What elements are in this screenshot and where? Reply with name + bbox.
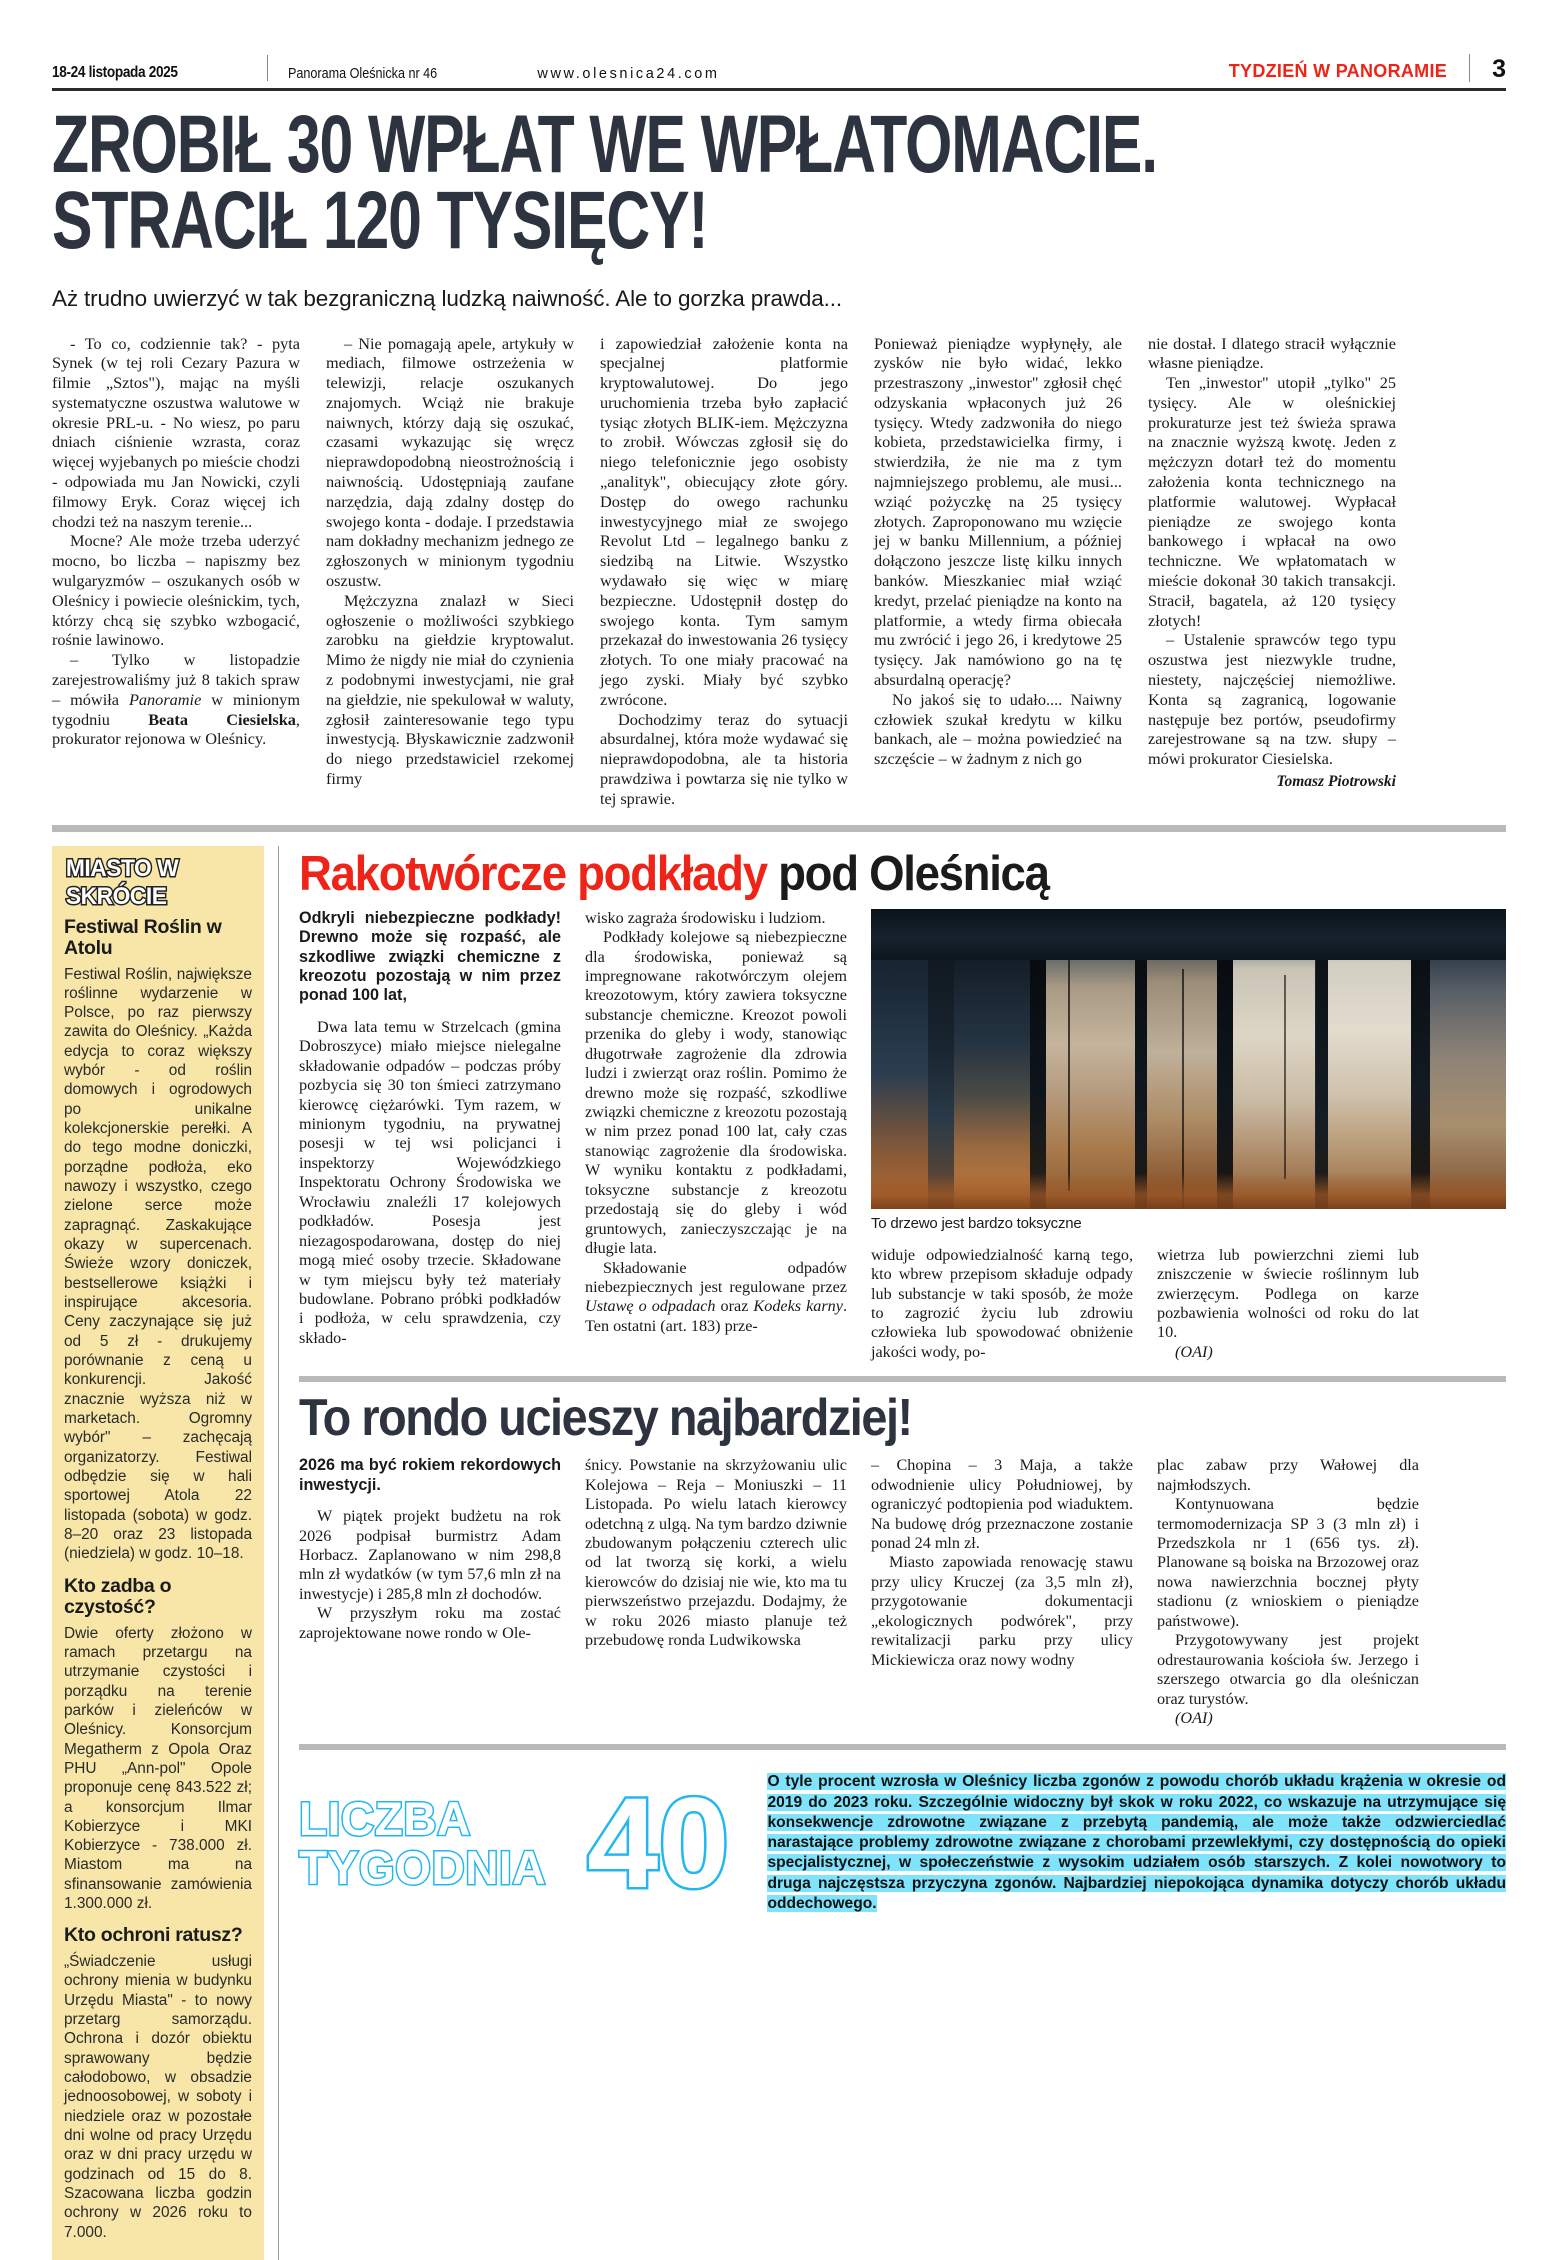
lead-subhead: Aż trudno uwierzyć w tak bezgraniczną ludzką naiwność. Ale to gorzka prawda... xyxy=(52,285,842,311)
section-divider-rule xyxy=(299,1376,1506,1382)
paragraph: - To co, codziennie tak? - pyta Synek (w tej roli Cezary Pazura w filmie „Sztos"), mając na myśli systematyczne oszustwa walutowe w okresie PRL-u. - No wiesz, po paru dniach ciśnienie wzrasta, coraz więcej wyjebanych po mieście chodzi - odpowiada mu Jan Nowicki, czyli filmowy Eryk. Coraz więcej ich chodzi też na naszym terenie... xyxy=(52,333,300,531)
paragraph: Miasto zapowiada renowację stawu przy ulicy Kruczej (za 3,5 mln zł), przygotowanie dokumentacji „ekologicznych podwórek", przy rewitalizacji parku przy ulicy Mickiewicza oraz nowy wodny xyxy=(871,1553,1133,1669)
rondo-column-4 xyxy=(1157,1456,1419,1728)
paragraph: plac zabaw przy Wałowej dla najmłodszych. xyxy=(1157,1456,1419,1494)
creosote-sleepers-photo-wrap xyxy=(871,909,1506,1232)
masthead xyxy=(52,0,1506,82)
main-content-zone xyxy=(278,846,1506,2260)
text-run: oraz xyxy=(715,1297,754,1316)
paragraph: Mężczyzna znalazł w Sieci ogłoszenie o możliwości szybkiego zarobku na giełdzie kryptowalut. Mimo że nigdy nie miał do czynienia z podobnymi inwestycjami, nie grał na giełdzie, nie spekulował w waluty, zgłosił zainteresowanie tego typu inwestycją. Błyskawicznie zadzwonił do niego przedstawiciel rzekomej firmy xyxy=(326,590,574,789)
text-run: . Ten ostatni (art. 183) prze- xyxy=(585,1297,847,1335)
paragraph: Ponieważ pieniądze wypłynęły, ale zysków nie było widać, lekko przestraszony „inwestor" zgłosił chęć odzyskania wpłaconych już 26 tysięcy. Wtedy zadzwoniła do niego kobieta, przedstawicielka firmy, i stwierdziła, że nie ma z tym najmniejszego problemu, ale musi... wziąć pożyczkę na 25 tysięcy złotych. Zaproponowano mu wzięcie jej w banku Millennium, a później dołączono jeszcze listę kilku innych banków. Mieszkaniec miał wziąć kredyt, przelać pieniądze na konto na platformie, a wtedy firma obiecała mu zwrócić i jego 26, i kredytowe 25 tysięcy. Jak namówiono go na tę absurdalną operację? xyxy=(874,333,1122,690)
masthead-paper-name: Panorama Oleśnicka nr 46 xyxy=(287,65,437,82)
rakotworcze-column-3 xyxy=(871,1246,1133,1363)
sidebar-item-title[interactable]: Kto zadba o czystość? xyxy=(64,1574,172,1619)
paragraph: W przyszłym roku ma zostać zaprojektowane nowe rondo w Ole- xyxy=(299,1604,561,1642)
rondo-column-3 xyxy=(871,1456,1133,1728)
rondo-headline[interactable]: To rondo ucieszy najbardziej! xyxy=(299,1389,912,1448)
paragraph: – Nie pomagają apele, artykuły w mediach, filmowe ostrzeżenia w telewizji, relacje oszukanych znajomych. Wciąż nie brakuje naiwnych, którzy dają się oszukać, czasami wykazując się wręcz nieprawdopodobną nieostrożnością i naiwnością. Udostępniają zaufane narzędzia, dają zdalny dostęp do swojego konta - dodaje. I przedstawia nam dokładny mechanizm jednego ze zgłoszonych w minionym tygodniu oszustw. xyxy=(326,333,574,591)
rakotworcze-headline-black: pod Oleśnicą xyxy=(766,846,1049,901)
lead-headline-line-2: STRACIŁ 120 TYSIĘCY! xyxy=(52,175,708,267)
liczba-tygodnia-number: 40 xyxy=(587,1771,730,1915)
lead-column-1 xyxy=(52,334,300,809)
paragraph: śnicy. Powstanie na skrzyżowaniu ulic Kolejowa – Reja – Moniuszki – 11 Listopada. Po wielu latach kierowcy odetchną z ulgą. Na tym bardzo dziwnie zbudowanym połączeniu czterech ulic od lat tworzą się korki, a wielu kierowców do dzisiaj nie wie, kto ma tu pierwszeństwo przejazdu. Dodajmy, że w roku 2026 miasto planuje też przebudowę ronda Ludwikowska xyxy=(585,1456,847,1650)
sidebar-rail xyxy=(52,846,264,2260)
rakotworcze-column-2 xyxy=(585,909,847,1363)
lower-body-grid xyxy=(52,846,1506,2260)
paragraph: – Chopina – 3 Maja, a także odwodnienie ulicy Południowej, by ograniczyć podtopienia pod wiaduktem. Na budowę dróg przeznaczone zostanie ponad 24 mln zł. xyxy=(871,1456,1133,1552)
lead-headline-line-1: ZROBIŁ 30 WPŁAT WE WPŁATOMACIE. xyxy=(52,99,1157,190)
paragraph: – Ustalenie sprawców tego typu oszustwa jest niezwykle trudne, niestety, najczęściej niemożliwe. Konta są zagranicą, logowanie następuje bez portów, pseudofirmy zarejestrowane są na tzw. słupy – mówi prokurator Ciesielska. xyxy=(1148,630,1396,769)
sidebar-item-title[interactable]: Kto ochroni ratusz? xyxy=(64,1924,243,1947)
article-credit: (OAI) xyxy=(1175,1708,1213,1727)
paragraph: widuje odpowiedzialność karną tego, kto wbrew przepisom składuje odpady lub substancje w taki sposób, że może to zagrozić życiu lub zdrowiu człowieka lub spowodować obniżenie jakości wody, po- xyxy=(871,1245,1133,1361)
rakotworcze-photo-and-columns xyxy=(871,909,1506,1363)
liczba-tygodnia-block xyxy=(299,1772,1506,1914)
paragraph xyxy=(585,1259,847,1337)
sidebar-item-title[interactable]: Festiwal Roślin w Atolu xyxy=(64,915,222,960)
rakotworcze-lower-columns xyxy=(871,1246,1506,1363)
masthead-rule xyxy=(52,88,1506,91)
rakotworcze-columns xyxy=(299,909,1506,1363)
paragraph: wisko zagraża środowisku i ludziom. xyxy=(585,908,826,927)
photo-caption: To drzewo jest bardzo toksyczne xyxy=(871,1214,1082,1232)
sidebar-header: MIASTO W SKRÓCIE xyxy=(65,854,179,910)
paragraph: Ten „inwestor" utopił „tylko" 25 tysięcy. Ale w oleśnickiej prokuraturze jest też świeża sprawa na znacznie wyższą kwotę. Jeden z mężczyzn dotarł też do momentu założenia konta technicznego na platformie walutowej. Wypłacał pieniądze ze swojego konta bankowego i wpłacał na owo techniczne. We wpłatomatach w mieście dokonał 30 takich transakcji. Stracił, bagatela, aż 120 tysięcy złotych! xyxy=(1148,373,1396,630)
paragraph: Przygotowywany jest projekt odrestaurowania kościoła św. Jerzego i szerszego otwarcia go dla oleśniczan oraz turystów. xyxy=(1157,1631,1419,1708)
article-credit: (OAI) xyxy=(1175,1342,1213,1361)
text-run-italic: Panoramie xyxy=(128,689,202,709)
lead-column-5 xyxy=(1148,334,1396,809)
rakotworcze-column-1 xyxy=(299,909,561,1363)
paragraph: W piątek projekt budżetu na rok 2026 podpisał burmistrz Adam Horbacz. Zaplanowano w nim 298,8 mln zł wydatków (w tym 57,6 mln zł na inwestycje) i 285,8 mln zł dochodów. xyxy=(299,1507,561,1603)
text-run: w minionym tygodniu xyxy=(52,689,300,729)
text-run: Składowanie odpadów niebezpiecznych jest regulowane przez xyxy=(585,1258,847,1296)
rakotworcze-headline[interactable] xyxy=(299,846,1422,901)
paragraph: Dwa lata temu w Strzelcach (gmina Dobroszyce) miało miejsce nielegalne składowanie odpadów – podczas próby pozbycia się 30 ton śmieci zatrzymano kierowcę ciężarówki. Tym razem, w minionym tygodniu, na prywatnej posesji w tej wsi policjanci i inspektorzy Wojewódzkiego Inspektoratu Ochrony Środowiska we Wrocławiu znaleźli 17 kolejowych podkładów. Posesja jest niezagospodarowana, dostęp do niej mogą mieć osoby trzecie. Składowane w tym miejscu były też materiały budowlane. Pobrano próbki podkładów i podłoża, w celu sprawdzenia, czy składo- xyxy=(299,1017,561,1347)
paragraph: nie dostał. I dlatego stracił wyłącznie własne pieniądze. xyxy=(1148,333,1396,373)
photo-crack xyxy=(1068,960,1070,1191)
paragraph: Kontynuowana będzie termomodernizacja SP 3 (3 mln zł) i Przedszkola nr 1 (656 tys. zł). Planowane są boiska na Brzozowej oraz nowa nawierzchnia bocznej płyty stadionu (z wnioskiem o pieniądze państwowe). xyxy=(1157,1495,1419,1630)
liczba-tygodnia-label-line-1: LICZBA xyxy=(299,1791,471,1845)
photo-crack xyxy=(1284,975,1286,1179)
paragraph: No jakoś się to udało.... Naiwny człowiek szukał kredytu w kilku bankach, ale – można powiedzieć na szczęście – w żadnym z nich go xyxy=(874,689,1122,769)
byline: Tomasz Piotrowski xyxy=(1276,773,1396,791)
masthead-divider-2 xyxy=(1469,54,1470,82)
lede-paragraph: 2026 ma być rokiem rekordowych inwestycji. xyxy=(299,1456,561,1494)
masthead-website-url[interactable]: www.olesnica24.com xyxy=(537,66,720,82)
text-run-italic: Ustawę o odpadach xyxy=(585,1297,716,1316)
sidebar-item-text: Dwie oferty złożono w ramach przetargu na utrzymanie czystości i porządku na terenie parków i zieleńców w Oleśnicy. Konsorcjum Megatherm z Opola Oraz PHU „Ann-pol" Opole proponuje cenę 843.522 zł; a konsorcjum Ilmar Kobierzyce i MKI Kobierzyce - 738.000 zł. Miastom ma na sfinansowanie zamówienia 1.300.000 zł. xyxy=(64,1624,252,1913)
text-run: – Tylko w listopadzie zarejestrowaliśmy już 8 takich spraw – mówiła xyxy=(52,650,300,709)
rondo-columns xyxy=(299,1456,1506,1728)
liczba-tygodnia-label-line-2: TYGODNIA xyxy=(299,1841,547,1895)
text-run: , prokurator rejonowa w Oleśnicy. xyxy=(52,709,300,749)
lead-column-2 xyxy=(326,334,574,809)
liczba-tygodnia-text-wrap xyxy=(767,1772,1506,1914)
masthead-divider-1 xyxy=(267,55,268,81)
paragraph: Mocne? Ale może trzeba uderzyć mocno, bo liczba – napiszmy bez wulgaryzmów – oszukanych osób w Oleśnicy i powiecie oleśnickim, tych, którzy chcą się szybko wzbogacić, rośnie lawinowo. xyxy=(52,531,300,650)
sidebar-item-text: Festiwal Roślin, największe roślinne wydarzenie w Polsce, po raz pierwszy zawita do Oleśnicy. „Każda edycja to coraz większy wybór - od roślin domowych i ogrodowych po unikalne kolekcjonerskie perełki. A do tego modne doniczki, porządne podłoża, eko nawozy i wszystko, czego zielone serce może zapragnąć. Zaskakujące okazy w supercenach. Świeże wzory doniczek, bestsellerowe książki i inspirujące akcesoria. Ceny zaczynające się już od 5 zł - drukujemy porównanie z ceną u konkurencji. Jakość znacznie wyższa niż w marketach. Ogromny wybór" – zachęcają organizatorzy. Festiwal odbędzie się w hali sportowej Atola 22 listopada (sobota) w godz. 8–20 oraz 23 listopada (niedziela) w godz. 10–18. xyxy=(64,965,252,1563)
lead-column-4 xyxy=(874,334,1122,809)
photo-rust-band xyxy=(871,1173,1506,1209)
section-divider-rule xyxy=(52,825,1506,832)
lead-headline xyxy=(52,99,1157,267)
masthead-section-label: TYDZIEŃ W PANORAMIE xyxy=(1228,61,1448,81)
highlighted-text: O tyle procent wzrosła w Oleśnicy liczba zgonów z powodu chorób układu krążenia w okresie od 2019 do 2023 roku. Szczególnie widoczny był skok w roku 2022, co wskazuje na utrzymujące się konsekwencje zdrowotne związane z przebytą pandemią, ale może także odzwierciedlać narastające problemy zdrowotne związane z chorobami przewlekłymi, czy dostępnością do opieki specjalistycznej, w społeczeństwie z wysokim udziałem osób starszych. Z kolei nowotwory to druga najczęstsza przyczyna zgonów. Najbardziej niepokojąca dynamika dotyczy chorób układu oddechowego. xyxy=(767,1773,1506,1912)
text-run-bold: Beata Ciesielska xyxy=(148,709,296,729)
lead-story-columns xyxy=(52,334,1506,809)
page-number: 3 xyxy=(1492,55,1506,84)
photo-top-beam xyxy=(871,909,1506,960)
rakotworcze-headline-red: Rakotwórcze podkłady xyxy=(299,846,767,901)
rondo-column-2 xyxy=(585,1456,847,1728)
paragraph: Dochodzimy teraz do sytuacji absurdalnej, która może wydawać się nieprawdopodobna, ale ta historia prawdziwa i powtarza się nie tylko w tej sprawie. xyxy=(600,709,848,808)
paragraph xyxy=(52,650,300,749)
lead-column-3 xyxy=(600,334,848,809)
liczba-tygodnia-label xyxy=(299,1791,547,1895)
liczba-tygodnia-text xyxy=(767,1772,1506,1914)
paragraph: Podkłady kolejowe są niebezpieczne dla środowiska, ponieważ są impregnowane rakotwórczym olejem kreozotowym, który zawiera toksyczne substancje chemiczne. Kreozot powoli przenika do gleby i wody, stanowiąc długotrwałe zagrożenie dla zdrowia ludzi i zwierząt oraz roślin. Pomimo że drewno może się rozpaść, szkodliwe związki chemiczne z kreozotu pozostają w nim przez ponad 100 lat, cały czas stanowiąc zagrożenie dla środowiska. W wyniku kontaktu z podkładami, toksyczne substancje z kreozotu przedostają się do gleby i wód gruntowych, zanieczyszczając je na długie lata. xyxy=(585,928,847,1258)
rakotworcze-column-4 xyxy=(1157,1246,1419,1363)
text-run-italic: Kodeks karny xyxy=(753,1297,843,1316)
masthead-date: 18-24 listopada 2025 xyxy=(52,64,178,81)
lede-paragraph: Odkryli niebezpieczne podkłady! Drewno może się rozpaść, ale szkodliwe związki chemiczne z kreozotu pozostają w nim przez ponad 100 lat, xyxy=(299,908,561,1005)
miasto-w-skrocie-box xyxy=(52,846,264,2260)
sidebar-item-text: „Świadczenie usługi ochrony mienia w budynku Urzędu Miasta" - to nowy przetarg samorządu. Ochrona i dozór obiektu sprawowany będzie całodobowo, w obsadzie jednoosobowej, w soboty i niedziele oraz w pozostałe dni wolne od pracy Urzędu oraz w dni pracy urzędu w godzinach od 15 do 8. Szacowana liczba godzin ochrony w 2026 roku to 7.000. xyxy=(64,1952,252,2241)
section-divider-rule xyxy=(299,1744,1506,1750)
paragraph: wietrza lub powierzchni ziemi lub zniszczenie w świecie roślinnym lub zwierzęcym. Podlega on karze pozbawienia wolności od roku do lat 10. xyxy=(1157,1245,1419,1342)
rondo-column-1 xyxy=(299,1456,561,1728)
creosote-sleepers-photo xyxy=(871,909,1506,1209)
paragraph: i zapowiedział założenie konta na specjalnej platformie kryptowalutowej. Do jego uruchomienia trzeba było zapłacić tysiąc złotych BLIK-iem. Mężczyzna to zrobił. Wówczas zgłosił się do niego telefonicznie jego osobisty „analityk", obiecujący złote góry. Dostęp do owego rachunku inwestycyjnego miał ze swojego Revolut Ltd – legalnego banku z siedzibą na Litwie. Wszystko wydawało się więc w miarę bezpieczne. Udostępnił dostęp do swojego konta. Tym samym przekazał do inwestowania 26 tysięcy złotych. To one miały pracować na jego zyski. Miały być szybko zwrócone. xyxy=(600,333,848,709)
